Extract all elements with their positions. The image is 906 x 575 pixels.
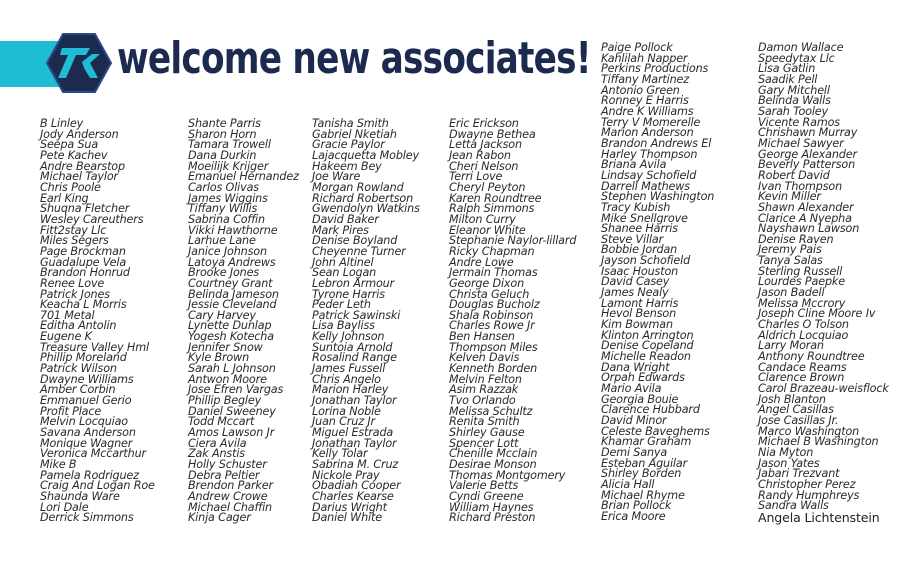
associate-name: Larhue Lane xyxy=(188,234,256,248)
associate-name: Terri Love xyxy=(449,170,503,184)
associate-name: George Dixon xyxy=(449,276,525,290)
associate-name: Brandon Honrud xyxy=(40,266,130,280)
associate-name: Seepa Sua xyxy=(40,138,99,152)
associate-name: B Linley xyxy=(40,117,84,130)
associate-name: Lynette Dunlap xyxy=(188,319,272,333)
associate-name: Stephen Washington xyxy=(601,190,715,204)
associate-name: Monique Wagner xyxy=(40,436,133,450)
associate-name: Darrell Mathews xyxy=(601,179,690,193)
associate-name: Kahlilah Napper xyxy=(601,51,688,65)
associate-name: Angela Lichtenstein xyxy=(758,509,880,525)
associate-name: Fitt2stay Llc xyxy=(40,223,107,237)
associate-name: Melissa Mccrory xyxy=(758,296,846,310)
associate-name: Michael B Washington xyxy=(758,435,879,449)
associate-name: Gary Mitchell xyxy=(758,83,830,97)
associate-name: Wesley Careuthers xyxy=(40,212,144,226)
associate-name: Randy Humphreys xyxy=(758,488,860,502)
associate-name: Moeilijk Krijger xyxy=(188,159,269,173)
associate-name: Candace Reams xyxy=(758,360,847,374)
associate-name: Melissa Schultz xyxy=(449,404,533,418)
associate-name: Brian Pollock xyxy=(601,499,672,513)
associate-name: Shirley Borden xyxy=(601,467,682,481)
associate-name: Vicente Ramos xyxy=(758,115,840,129)
associate-name: Marion Harley xyxy=(312,383,389,397)
associate-name: Perkins Productions xyxy=(601,62,709,76)
associate-name: Douglas Bucholz xyxy=(449,298,540,312)
associate-name: Phillip Moreland xyxy=(40,351,127,365)
associate-name: Shaunda Ware xyxy=(40,489,120,503)
associate-name: David Minor xyxy=(601,413,667,427)
associate-name: Clarence Brown xyxy=(758,371,845,385)
names-column-4 xyxy=(449,119,576,524)
associate-name: Saadik Pell xyxy=(758,72,818,86)
associate-name: Dana Wright xyxy=(601,360,670,374)
associate-name: Shanee Harris xyxy=(601,222,678,236)
associate-name: Spencer Lott xyxy=(449,436,519,450)
associate-name: Lisa Gatlin xyxy=(758,62,816,76)
associate-name: Michael Sawyer xyxy=(758,136,844,150)
associate-name: Pamela Rodriguez xyxy=(40,468,139,482)
associate-name: Antonio Green xyxy=(601,83,680,97)
associate-name: Marion Anderson xyxy=(601,126,694,140)
associate-name: Kevin Miller xyxy=(758,190,821,204)
associate-name: David Casey xyxy=(601,275,670,289)
associate-name: Brooke Jones xyxy=(188,266,260,280)
associate-name: Craig And Logan Roe xyxy=(40,479,155,493)
associate-name: Stephanie Naylor-lillard xyxy=(449,234,577,248)
associate-name: Keacha L Morris xyxy=(40,298,127,312)
associate-name: Daniel Sweeney xyxy=(188,404,276,418)
names-column-6 xyxy=(758,43,889,524)
associate-name: Veronica Mccarthur xyxy=(40,447,146,461)
associate-name: Eugene K xyxy=(40,330,92,344)
associate-name: Sabrina Coffin xyxy=(188,212,265,226)
associate-name: Rosalind Range xyxy=(312,351,397,365)
associate-name: Obadiah Cooper xyxy=(312,479,401,493)
associate-name: Steve Villar xyxy=(601,232,664,246)
associate-name: Tiffany Willis xyxy=(188,202,258,216)
associate-name: Denise Copeland xyxy=(601,339,694,353)
associate-name: Jennifer Snow xyxy=(188,340,263,354)
associate-name: James Wiggins xyxy=(188,191,268,205)
associate-name: Nickole Pray xyxy=(312,468,380,482)
associate-name: Chenille Mcclain xyxy=(449,447,538,461)
associate-name: Morgan Rowland xyxy=(312,180,404,194)
associate-name: James Fussell xyxy=(312,362,386,376)
associate-name: Clarence Hubbard xyxy=(601,403,700,417)
associate-name: Todd Mccart xyxy=(188,415,255,429)
associate-name: Melvin Locquiao xyxy=(40,415,128,429)
associate-name: Charles Kearse xyxy=(312,489,394,503)
associate-name: Nia Myton xyxy=(758,445,814,459)
associate-name: Paige Pollock xyxy=(601,41,673,54)
associate-name: Sabrina M. Cruz xyxy=(312,458,399,471)
associate-name: Tracy Kubish xyxy=(601,200,671,214)
associate-name: Cyndi Greene xyxy=(449,489,524,503)
associate-name: Chris Poole xyxy=(40,180,101,194)
associate-name: Daniel White xyxy=(312,511,382,525)
associate-name: Miles Segers xyxy=(40,234,109,248)
associate-name: Mario Avila xyxy=(601,382,662,395)
associate-name: Gwendolyn Watkins xyxy=(312,202,420,216)
associate-name: Richard Robertson xyxy=(312,191,414,205)
associate-name: Brandon Andrews El xyxy=(601,136,712,150)
associate-name: Michael Chaffin xyxy=(188,500,272,514)
associate-name: Alicia Hall xyxy=(601,477,655,491)
associate-name: Sterling Russell xyxy=(758,264,843,278)
associate-name: Dwayne Williams xyxy=(40,372,134,386)
associate-name: Tanya Salas xyxy=(758,254,823,268)
associate-name: Peder Leth xyxy=(312,298,371,312)
associate-name: Zak Anstis xyxy=(188,447,245,461)
associate-name: Jabari Trezvant xyxy=(758,467,840,481)
associate-name: Michelle Readon xyxy=(601,350,691,364)
associate-name: Georgia Bouie xyxy=(601,392,679,406)
associate-name: Thompson Miles xyxy=(449,340,538,354)
associate-name: Ricky Chapman xyxy=(449,244,535,258)
associate-name: Damon Wallace xyxy=(758,41,844,54)
associate-name: Lamont Harris xyxy=(601,296,679,310)
associate-name: Shuqna Fletcher xyxy=(40,202,130,216)
associate-name: Jose Casillas Jr. xyxy=(758,413,839,427)
associate-name: Ciera Avila xyxy=(188,436,247,450)
associate-name: George Alexander xyxy=(758,147,857,161)
associate-name: Jeremy Pais xyxy=(758,243,822,257)
associate-name: Renee Love xyxy=(40,276,105,290)
associate-name: Harley Thompson xyxy=(601,147,698,161)
associate-name: Lebron Armour xyxy=(312,276,395,290)
associate-name: Aldrich Locquiao xyxy=(758,328,849,342)
associate-name: Cheryl Peyton xyxy=(449,180,526,194)
associate-name: Lindsay Schofield xyxy=(601,168,697,182)
associate-name: Profit Place xyxy=(40,404,102,418)
associate-name: James Nealy xyxy=(601,286,669,300)
associate-name: Michael Rhyme xyxy=(601,488,685,502)
names-column-3 xyxy=(312,119,420,524)
associate-name: Eleanor White xyxy=(449,223,526,237)
associate-name: Gabriel Nketiah xyxy=(312,127,397,141)
associate-name: Tvo Orlando xyxy=(449,394,516,408)
associate-name: Guadalupe Vela xyxy=(40,255,127,269)
associate-name: John Altinel xyxy=(312,255,374,269)
associate-name: Khamar Graham xyxy=(601,435,692,449)
associate-name: Jonathan Taylor xyxy=(312,436,397,450)
associate-name: Jean Rabon xyxy=(449,148,511,162)
associate-name: Shawn Alexander xyxy=(758,200,854,214)
associate-name: Lajacquetta Mobley xyxy=(312,148,419,162)
associate-name: Debra Peltier xyxy=(188,468,260,482)
associate-name: Carol Brazeau-weisflock xyxy=(758,382,889,395)
associate-name: Joe Ware xyxy=(312,170,361,184)
associate-name: Cheri Nelson xyxy=(449,159,519,173)
associate-name: Phillip Begley xyxy=(188,394,262,408)
associate-name: Kelly Tolar xyxy=(312,447,368,461)
associate-name: Tanisha Smith xyxy=(312,117,389,130)
associate-name: Anthony Roundtree xyxy=(758,350,865,364)
associate-name: Melvin Felton xyxy=(449,372,522,386)
associate-name: Kinja Cager xyxy=(188,511,251,525)
associate-name: Robert David xyxy=(758,168,830,182)
associate-name: Courtney Grant xyxy=(188,276,273,290)
associate-name: Briana Avila xyxy=(601,158,667,172)
associate-name: Amos Lawson Jr xyxy=(188,426,275,440)
associate-name: Michael Taylor xyxy=(40,170,118,184)
names-column-2 xyxy=(188,119,299,524)
associate-name: Belinda Walls xyxy=(758,94,831,108)
associate-name: Joseph Cline Moore Iv xyxy=(758,307,876,321)
associate-name: Andre K Williams xyxy=(601,104,694,118)
associate-name: Sharon Horn xyxy=(188,127,257,141)
associate-name: Jason Yates xyxy=(758,456,820,470)
associate-name: Marco Washington xyxy=(758,424,860,438)
associate-name: Tyrone Harris xyxy=(312,287,385,301)
associate-name: Richard Preston xyxy=(449,511,536,525)
associate-name: Treasure Valley Hml xyxy=(40,340,149,354)
associate-name: Shirley Gause xyxy=(449,426,525,440)
associate-name: Gracie Paylor xyxy=(312,138,385,152)
associate-name: Nayshawn Lawson xyxy=(758,222,860,236)
company-logo-icon xyxy=(46,32,112,94)
associate-name: Jose Efren Vargas xyxy=(188,383,284,397)
associate-name: Miguel Estrada xyxy=(312,426,394,440)
associate-name: Vikki Hawthorne xyxy=(188,223,278,237)
associate-name: Kim Bowman xyxy=(601,318,673,332)
associate-name: Emmanuel Gerio xyxy=(40,394,132,408)
associate-name: Larry Moran xyxy=(758,339,824,353)
associate-name: Sarah L Johnson xyxy=(188,362,276,376)
associate-name: Desirae Monson xyxy=(449,458,537,471)
associate-name: Charles O Tolson xyxy=(758,318,849,332)
associate-name: Lourdes Paepke xyxy=(758,275,845,289)
associate-name: Andre Bearstop xyxy=(40,159,125,173)
associate-name: Patrick Jones xyxy=(40,287,110,301)
associate-name: Hakeem Bey xyxy=(312,159,382,173)
associate-name: Lorina Noble xyxy=(312,404,381,418)
associate-name: Jody Anderson xyxy=(40,127,119,141)
associate-name: Kenneth Borden xyxy=(449,362,538,376)
associate-name: Ralph Simmons xyxy=(449,202,535,216)
associate-name: 701 Metal xyxy=(40,308,95,322)
associate-name: Jonathan Taylor xyxy=(312,394,397,408)
associate-name: Brendon Parker xyxy=(188,479,273,493)
associate-name: Antwon Moore xyxy=(188,372,267,386)
associate-name: Lisa Bayliss xyxy=(312,319,375,333)
associate-name: Asim Razzak xyxy=(449,383,519,397)
associate-name: Milton Curry xyxy=(449,212,516,226)
associate-name: Carlos Olivas xyxy=(188,180,259,194)
associate-name: Ronney E Harris xyxy=(601,94,689,108)
associate-name: Beverly Patterson xyxy=(758,158,856,172)
associate-name: Shante Parris xyxy=(188,117,261,130)
associate-name: Holly Schuster xyxy=(188,458,267,471)
associate-name: Christa Geluch xyxy=(449,287,530,301)
associate-name: Chris Angelo xyxy=(312,372,381,386)
associate-name: Clarice A Nyepha xyxy=(758,211,852,225)
associate-name: Tiffany Martinez xyxy=(601,72,689,86)
associate-name: Suntoia Arnold xyxy=(312,340,393,354)
associate-name: Letta Jackson xyxy=(449,138,522,152)
associate-name: Demi Sanya xyxy=(601,445,668,459)
associate-name: Ivan Thompson xyxy=(758,179,843,193)
associate-name: Cheyenne Turner xyxy=(312,244,406,258)
associate-name: Esteban Aguilar xyxy=(601,456,688,470)
associate-name: Amber Corbin xyxy=(40,383,116,397)
associate-name: Yogesh Kotecha xyxy=(188,330,274,344)
associate-name: Janice Johnson xyxy=(188,244,267,258)
associate-name: Josh Blanton xyxy=(758,392,826,406)
associate-name: Sean Logan xyxy=(312,266,377,280)
associate-name: Darius Wright xyxy=(312,500,387,514)
associate-name: Bobbie Jordan xyxy=(601,243,678,257)
associate-name: Cary Harvey xyxy=(188,308,256,322)
associate-name: William Haynes xyxy=(449,500,534,514)
associate-name: Isaac Houston xyxy=(601,264,679,278)
associate-name: Klinton Arrington xyxy=(601,328,694,342)
associate-name: Dana Durkin xyxy=(188,148,257,162)
associate-name: Tamara Trowell xyxy=(188,138,271,152)
associate-name: Dwayne Bethea xyxy=(449,127,536,141)
associate-name: Latoya Andrews xyxy=(188,255,276,269)
associate-name: Sarah Tooley xyxy=(758,104,829,118)
associate-name: Terry V Momerelle xyxy=(601,115,701,129)
associate-name: Jermain Thomas xyxy=(449,266,538,280)
associate-name: Kelven Davis xyxy=(449,351,520,365)
associate-name: Pete Kachev xyxy=(40,148,108,162)
associate-name: Chrishawn Murray xyxy=(758,126,858,140)
associate-name: Karen Roundtree xyxy=(449,191,542,205)
associate-name: Denise Raven xyxy=(758,232,834,246)
associate-name: Thomas Montgomery xyxy=(449,468,566,482)
associate-name: Hevol Benson xyxy=(601,307,677,321)
associate-name: Mark Pires xyxy=(312,223,369,237)
page-title: welcome new associates! xyxy=(117,33,591,84)
associate-name: Andrew Crowe xyxy=(188,489,268,503)
associate-name: Kyle Brown xyxy=(188,351,250,365)
associate-name: Mike Snellgrove xyxy=(601,211,688,225)
associate-name: Orpah Edwards xyxy=(601,371,685,385)
associate-name: Angel Casillas xyxy=(758,403,834,417)
associate-name: Eric Erickson xyxy=(449,117,519,130)
associate-name: Patrick Wilson xyxy=(40,362,117,376)
associate-name: Kelly Johnson xyxy=(312,330,385,344)
associate-name: Shala Robinson xyxy=(449,308,534,322)
associate-name: Belinda Jameson xyxy=(188,287,279,301)
associate-name: Valerie Betts xyxy=(449,479,519,493)
associate-name: Charles Rowe Jr xyxy=(449,319,535,333)
associate-name: Mike B xyxy=(40,458,77,471)
associate-name: Lori Dale xyxy=(40,500,89,514)
associate-name: Patrick Sawinski xyxy=(312,308,401,322)
associate-name: Celeste Baveghems xyxy=(601,424,710,438)
associate-name: David Baker xyxy=(312,212,379,226)
associate-name: Ben Hansen xyxy=(449,330,515,344)
associate-name: Andre Lowe xyxy=(449,255,514,269)
associate-name: Erica Moore xyxy=(601,509,666,523)
associate-name: Earl King xyxy=(40,191,89,205)
associate-name: Renita Smith xyxy=(449,415,520,429)
names-column-1 xyxy=(40,119,155,524)
associate-name: Jessie Cleveland xyxy=(188,298,277,312)
associate-name: Savana Anderson xyxy=(40,426,136,440)
associate-name: Jason Badell xyxy=(758,286,825,300)
associate-name: Emanuel Hernandez xyxy=(188,170,299,184)
associate-name: Jayson Schofield xyxy=(601,254,691,268)
associate-name: Derrick Simmons xyxy=(40,511,134,525)
associate-name: Page Brockman xyxy=(40,244,126,258)
associate-name: Speedytax Llc xyxy=(758,51,835,65)
associate-name: Editha Antolin xyxy=(40,319,117,333)
associate-name: Sandra Walls xyxy=(758,499,829,513)
names-column-5 xyxy=(601,43,714,523)
associate-name: Christopher Perez xyxy=(758,477,856,491)
associate-name: Denise Boyland xyxy=(312,234,398,248)
associate-name: Juan Cruz Jr xyxy=(312,415,375,429)
